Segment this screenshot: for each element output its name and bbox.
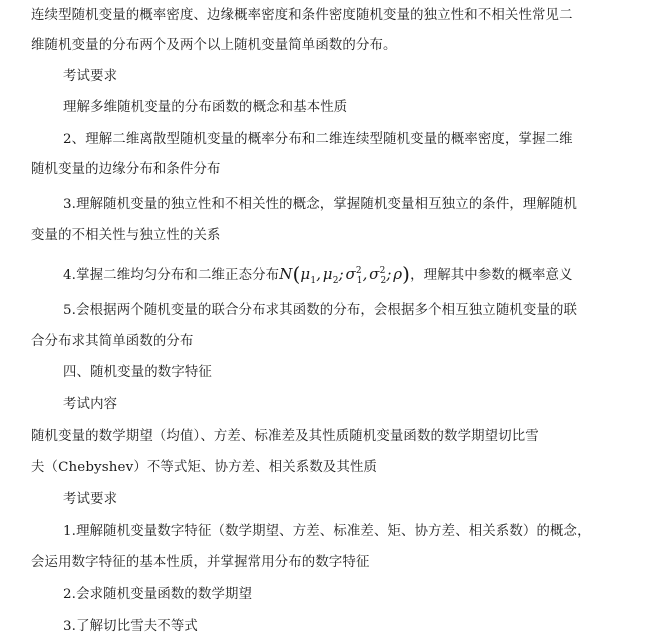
sigma1-superscript: 2: [355, 266, 362, 276]
section-heading: 考试内容: [63, 397, 118, 412]
text-line: 夫（Chebyshev）不等式矩、协方差、相关系数及其性质: [31, 460, 378, 475]
normal-distribution-formula: $N(\mu_1$, $\mu_2$; $\sigma^2_1$, $\sigma^2_2$; ρ): [279, 262, 411, 286]
item4-prefix: 4.掌握二维均匀分布和二维正态分布: [63, 268, 280, 283]
sigma1-subscript: 1: [356, 276, 363, 286]
list-item: 2、理解二维离散型随机变量的概率分布和二维连续型随机变量的概率密度，掌握二维: [63, 132, 573, 147]
text-line: 合分布求其简单函数的分布: [31, 334, 194, 349]
text-line: 随机变量的数学期望（均值）、方差、标准差及其性质随机变量函数的数学期望切比雪: [31, 429, 539, 444]
section-heading: 考试要求: [63, 69, 118, 84]
section-heading: 四、随机变量的数字特征: [63, 365, 212, 380]
list-item: 3.了解切比雪夫不等式: [63, 619, 198, 634]
mu2-subscript: 2: [332, 276, 339, 286]
sigma2-subscript: 2: [380, 276, 387, 286]
text-line: 变量的不相关性与独立性的关系: [31, 228, 221, 243]
item4-suffix: ，理解其中参数的概率意义: [410, 268, 573, 283]
text-line: 连续型随机变量的概率密度、边缘概率密度和条件密度随机变量的独立性和不相关性常见二: [31, 8, 573, 23]
sigma2-superscript: 2: [379, 266, 386, 276]
mu1-subscript: 1: [310, 276, 317, 286]
text-line: 维随机变量的分布两个及两个以上随机变量简单函数的分布。: [31, 38, 397, 53]
formula-n: N: [279, 265, 293, 283]
list-item-with-formula: [63, 262, 573, 290]
rho-symbol: ρ: [393, 265, 403, 283]
list-item: 3.理解随机变量的独立性和不相关性的概念，掌握随机变量相互独立的条件，理解随机: [63, 197, 578, 212]
text-line: 理解多维随机变量的分布函数的概念和基本性质: [63, 100, 348, 115]
list-item: 1.理解随机变量数字特征（数学期望、方差、标准差、矩、协方差、相关系数）的概念，: [63, 524, 591, 539]
section-heading: 考试要求: [63, 492, 118, 507]
text-line: 随机变量的边缘分布和条件分布: [31, 162, 221, 177]
list-item: 5.会根据两个随机变量的联合分布求其函数的分布，会根据多个相互独立随机变量的联: [63, 303, 578, 318]
list-item: 2.会求随机变量函数的数学期望: [63, 587, 253, 602]
text-line: 会运用数字特征的基本性质，并掌握常用分布的数字特征: [31, 555, 370, 570]
